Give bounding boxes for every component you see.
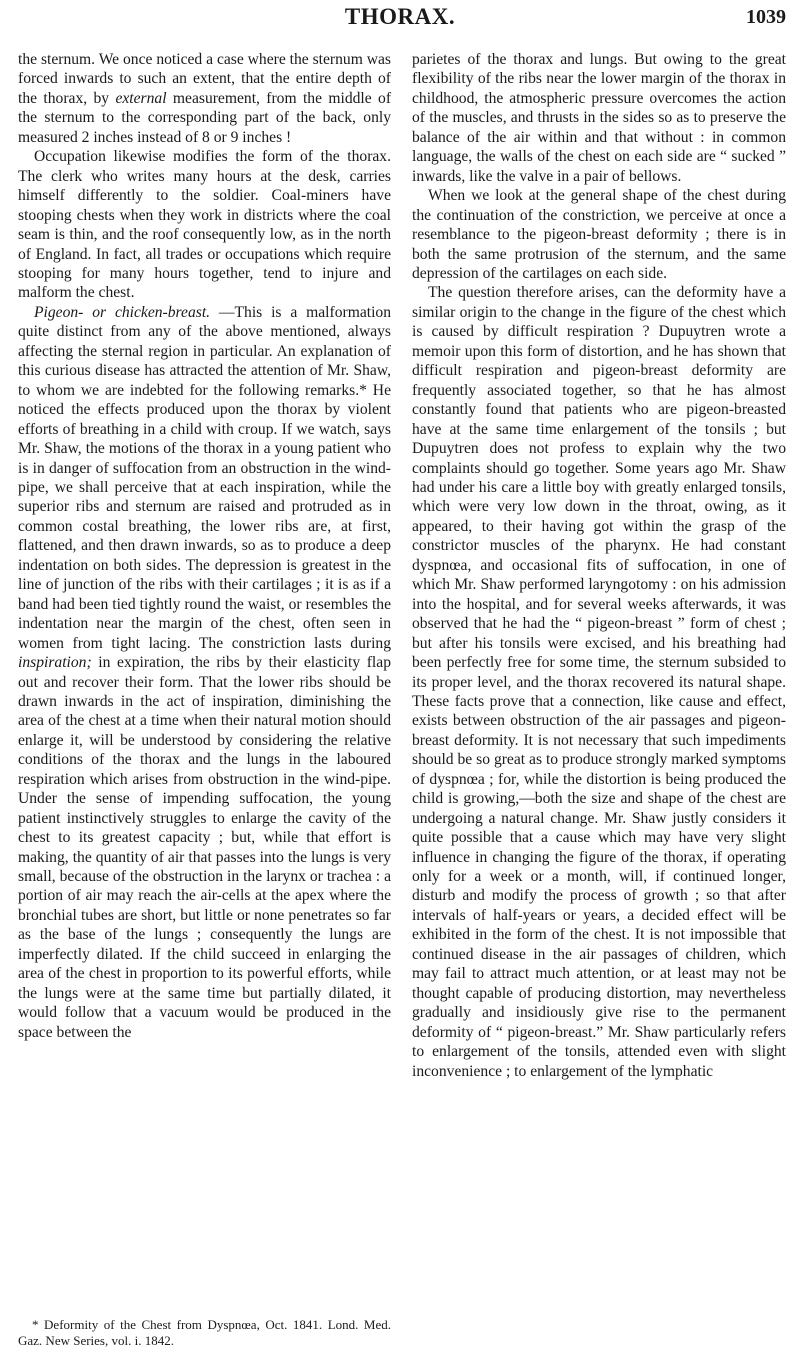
emphasis: inspiration; xyxy=(18,654,92,672)
text-run: in expiration, the ribs by their elasticity flap out and recover their form. That the lower ribs should be drawn inwards in the act of inspiration, diminishing the area of the chest at a time when their natural motion should enlarge it, will be understood by considering the relative conditions of the thorax and the lungs in the laboured respiration which arises from obstruction in the wind-pipe. Under the sense of impending suffocation, the young patient instinctively struggles to enlarge the cavity of the chest to its greatest capacity ; but, while that effort is making, the quantity of air that passes into the lungs is very small, because of the obstruction in the larynx or trachea : a portion of air may reach the air-cells at the apex where the bronchial tubes are short, but little or none penetrates so far as the base of the lungs ; consequently the lungs are imperfectly dilated. If the child succeed in enlarging the area of the chest in proportion to its powerful efforts, while the lungs were at the same time but partially dilated, it would follow that a vacuum would be produced in the space between the xyxy=(18,654,391,1041)
text-run: the sternum. We once noticed a case where the sternum was forced inwards to such an extent, that the entire depth of the thorax, by xyxy=(18,51,392,107)
running-head xyxy=(0,4,800,40)
running-title: THORAX. xyxy=(344,4,456,29)
emphasis: external xyxy=(115,89,167,107)
section-heading: Pigeon- or chicken-breast. xyxy=(34,303,211,321)
left-column xyxy=(18,50,391,1042)
text-run: measurement, from the middle of the sternum to the corresponding part of the back, only measured 2 inches instead of 8 or 9 inches ! xyxy=(18,89,392,146)
paragraph xyxy=(18,50,391,147)
text-run: —This is a malformation quite distinct from any of the above mentioned, always affecting the sternal region in particular. An explanation of this curious disease has attracted the attention of Mr. Shaw, to whom we are indebted for the following remarks.* He noticed the effects produced upon the thorax by violent efforts of breathing in a child with croup. If we watch, says Mr. Shaw, the motions of the thorax in a young patient who is in danger of suffocation from an obstruction in the wind-pipe, we shall perceive that at each inspiration, while the superior ribs and sternum are raised and protruded as in common costal breathing, the lower ribs are, at first, flattened, and then drawn inwards, so as to produce a deep indentation on both sides. The depression is greatest in the line of junction of the ribs with their cartilages ; it is as if a band had been tied tightly round the waist, or resembles the indentation near the margin of the chest, often seen in women from tight lacing. The constriction lasts during xyxy=(18,303,392,652)
right-column xyxy=(412,50,786,1081)
paragraph xyxy=(18,303,391,1042)
paragraph: parietes of the thorax and lungs. But owing to the great flexibility of the ribs near the lower margin of the thorax in childhood, the atmospheric pressure overcomes the action of the muscles, and thrusts in the sides so as to preserve the balance of the air within and that without : in common language, the walls of the chest on each side are “ sucked ” inwards, like the valve in a pair of bellows. xyxy=(412,51,786,185)
paragraph: Occupation likewise modifies the form of the thorax. The clerk who writes many hours at the desk, carries himself differently to the soldier. Coal-miners have stooping chests when they work in districts where the coal seam is thin, and the roof consequently low, as in the north of England. In fact, all trades or occupations which require stooping for many hours together, tend to injure and malform the chest. xyxy=(18,148,391,302)
paragraph: The question therefore arises, can the deformity have a similar origin to the change in the figure of the chest which is caused by difficult respiration ? Dupuytren wrote a memoir upon this form of distortion, and he has shown that difficult respiration and pigeon-breast deformity are frequently associated together, so that he has almost constantly found that patients who are pigeon-breasted have at the same time enlargement of the tonsils ; but Dupuytren does not profess to explain why the two complaints should go together. Some years ago Mr. Shaw had under his care a little boy with greatly enlarged tonsils, which were very low down in the throat, owing, as it appeared, to their having got within the grasp of the constrictor muscles of the pharynx. He had constant dyspnœa, and occasional fits of suffocation, in one of which Mr. Shaw performed laryngotomy : on his admission into the hospital, and for several weeks afterwards, it was observed that he had the “ pigeon-breast ” form of chest ; but after his tonsils were excised, and his breathing had been perfectly free for some time, the sternum subsided to its proper level, and the thorax recovered its natural shape. These facts prove that a connection, like cause and effect, exists between obstruction of the air passages and pigeon-breast deformity. It is not necessary that such impediments should be so great as to produce strongly marked symptoms of dyspnœa ; for, while the distortion is being produced the child is growing,—both the size and shape of the chest are undergoing a natural change. Mr. Shaw justly considers it quite possible that a cause which may have very slight influence in changing the figure of the thorax, if operating only for a week or a month, will, if continued longer, disturb and modify the process of growth ; so that after intervals of half-years or years, a decided effect will be exhibited in the form of the chest. It is not impossible that continued disease in the air passages of children, which may fail to attract much attention, or at least may not be thought capable of producing distortion, may nevertheless gradually and insidiously give rise to the permanent deformity of “ pigeon-breast.” Mr. Shaw particularly refers to enlargement of the tonsils, attended even with slight inconvenience ; to enlargement of the lymphatic xyxy=(412,284,786,1080)
footnote: * Deformity of the Chest from Dyspnœa, Oct. 1841. Lond. Med. Gaz. New Series, vol. i. 1842. xyxy=(18,1317,391,1348)
paragraph: When we look at the general shape of the chest during the continuation of the constriction, we perceive at once a resemblance to the pigeon-breast deformity ; there is in both the same protrusion of the sternum, and the same depression of the cartilages on each side. xyxy=(412,187,786,282)
page-number: 1039 xyxy=(746,6,786,28)
